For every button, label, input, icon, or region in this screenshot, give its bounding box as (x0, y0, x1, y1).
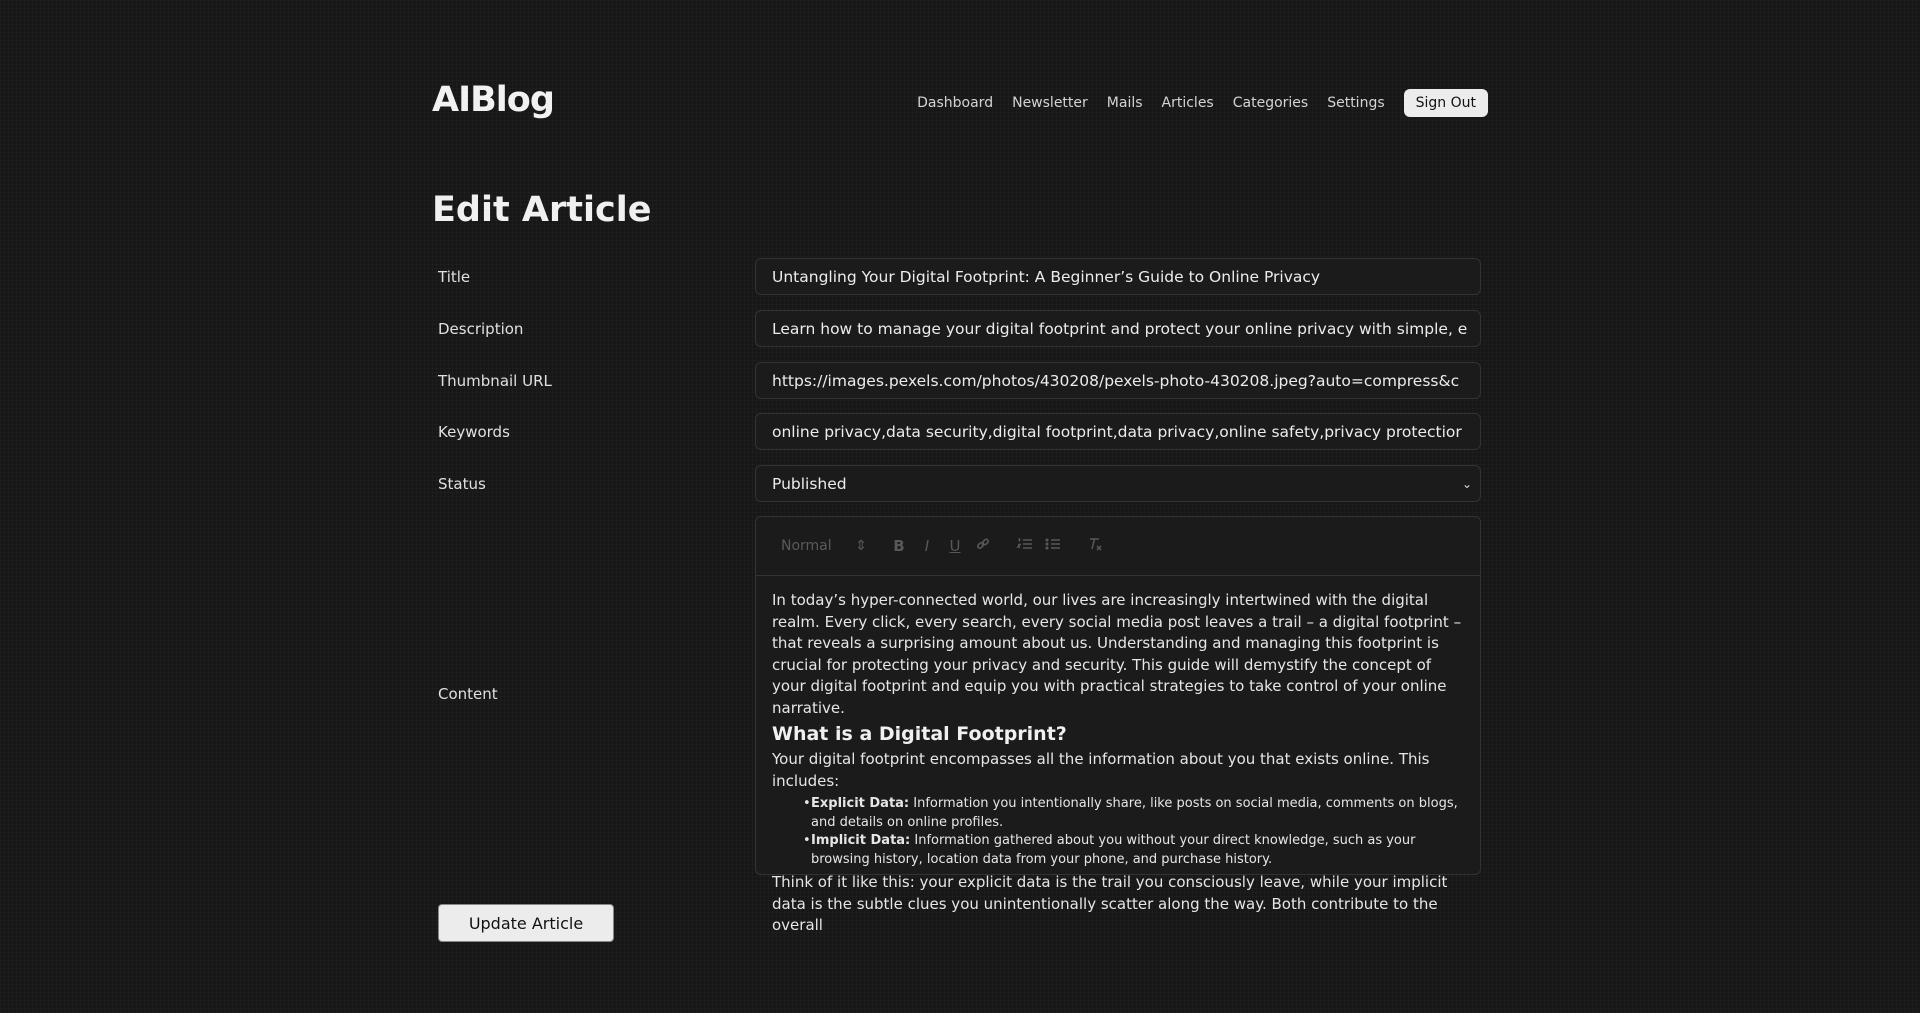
content-editor[interactable] (755, 516, 1481, 934)
chevron-down-icon: ⌄ (1461, 476, 1472, 491)
content-heading: What is a Digital Footprint? (772, 723, 1067, 745)
status-label: Status (438, 475, 486, 493)
italic-icon[interactable]: I (924, 537, 930, 555)
nav-categories[interactable]: Categories (1232, 95, 1309, 111)
link-icon[interactable] (969, 537, 997, 555)
nav-mails[interactable]: Mails (1106, 95, 1143, 111)
content-paragraph: Think of it like this: your explicit data is the trail you consciously leave, while your implicit data is the subtle clues you unintentionally scatter along the way. Both contribute to the overall (772, 873, 1448, 934)
status-select-value: Published (772, 474, 847, 493)
title-input[interactable] (755, 258, 1481, 295)
sign-out-button[interactable]: Sign Out (1404, 89, 1488, 117)
keywords-label: Keywords (438, 423, 510, 441)
content-paragraph: Your digital footprint encompasses all the information about you that exists online. This includes: (772, 750, 1430, 790)
title-input-value: Untangling Your Digital Footprint: A Beginner’s Guide to Online Privacy (772, 267, 1321, 286)
app-logo[interactable]: AIBlog (432, 80, 554, 120)
thumbnail-input-value: https://images.pexels.com/photos/430208/pexels-photo-430208.jpeg?auto=compress&c (772, 371, 1460, 390)
bold-icon[interactable]: B (893, 537, 905, 555)
list-item: • Implicit Data: Information gathered about you without your direct knowledge, such as your browsing history, location data from your phone, and purchase history. (811, 832, 1464, 869)
nav-articles[interactable]: Articles (1161, 95, 1214, 111)
list-item: • Explicit Data: Information you intentionally share, like posts on social media, comments on blogs, and details on online profiles. (811, 795, 1464, 832)
heading-select-value: Normal (781, 538, 832, 554)
description-input-value: Learn how to manage your digital footprint and protect your online privacy with simple, e (772, 319, 1468, 338)
page-title: Edit Article (432, 190, 652, 230)
thumbnail-label: Thumbnail URL (438, 372, 552, 390)
keywords-input-value: online privacy,data security,digital footprint,data privacy,online safety,privacy protectior (772, 422, 1462, 441)
content-label: Content (438, 685, 498, 703)
ordered-list-icon[interactable] (1011, 537, 1039, 555)
thumbnail-input[interactable] (755, 362, 1481, 399)
nav-settings[interactable]: Settings (1327, 95, 1385, 111)
content-list (772, 795, 1464, 869)
bullet-list-icon[interactable] (1039, 537, 1067, 555)
editor-toolbar (756, 517, 1480, 576)
heading-select[interactable] (781, 538, 867, 554)
update-article-button[interactable]: Update Article (438, 904, 614, 942)
editor-content[interactable] (756, 576, 1480, 951)
keywords-input[interactable] (755, 413, 1481, 450)
nav-dashboard[interactable]: Dashboard (917, 95, 994, 111)
up-down-arrows-icon: ⇕ (855, 538, 867, 554)
description-input[interactable] (755, 310, 1481, 347)
nav-newsletter[interactable]: Newsletter (1012, 95, 1088, 111)
status-select[interactable] (755, 465, 1481, 502)
content-paragraph: In today’s hyper-connected world, our lives are increasingly intertwined with the digital realm. Every click, every search, every social media post leaves a trail – a digital footprint – that reveals a surprising amount about us. Understanding and managing this footprint is crucial for protecting your privacy and security. This guide will demystify the concept of your digital footprint and equip you with practical strategies to take control of your online narrative. (772, 591, 1462, 717)
description-label: Description (438, 320, 524, 338)
top-nav (917, 89, 1488, 117)
clear-format-icon[interactable] (1081, 537, 1109, 555)
title-label: Title (438, 268, 471, 286)
underline-icon[interactable]: U (949, 537, 961, 555)
